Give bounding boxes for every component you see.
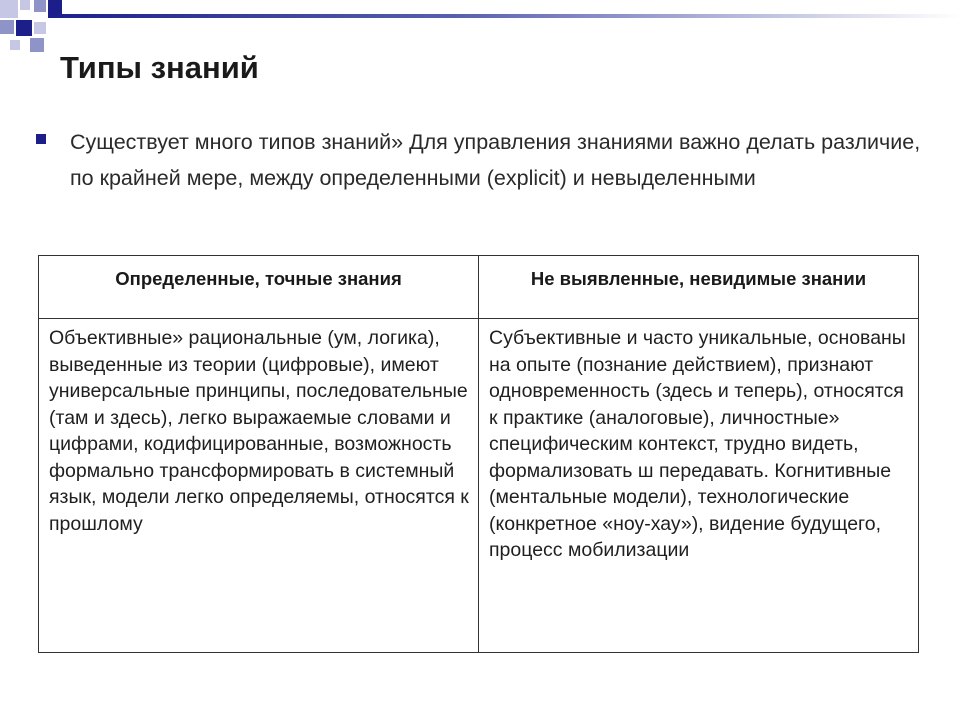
cell-tacit-description: Субъективные и часто уникальные, основаны на опыте (познание действием), признают одновременность (здесь и теперь), относятся к практике (аналоговые), личностные» специфическим контекст, трудно видеть, формализовать ш передавать. Когнитивные (ментальные модели), технологические (конкретное «ноу-хау»), видение будущего, процесс мобилизации	[479, 319, 919, 653]
deco-square-2	[20, 0, 30, 10]
page-title: Типы знаний	[60, 50, 259, 85]
deco-bar	[48, 14, 960, 18]
header-explicit-knowledge: Определенные, точные знания	[39, 256, 479, 319]
deco-square-6	[16, 20, 32, 36]
cell-explicit-description: Объективные» рациональные (ум, логика), выведенные из теории (цифровые), имеют универсальные принципы, последовательные (там и здесь), легко выражаемые словами и цифрами, кодифицированные, возможность формально трансформировать в системный язык, модели легко определяемы, относятся к прошлому	[39, 319, 479, 653]
deco-square-5	[0, 20, 14, 34]
square-bullet-icon	[36, 134, 46, 144]
table-row	[39, 319, 919, 653]
deco-square-4	[48, 0, 62, 14]
header-tacit-knowledge: Не выявленные, невидимые знании	[479, 256, 919, 319]
deco-square-3	[34, 0, 46, 12]
table-header-row	[39, 256, 919, 319]
deco-square-9	[10, 40, 20, 50]
deco-square-1	[0, 0, 18, 18]
deco-square-7	[34, 22, 46, 34]
knowledge-types-table	[38, 255, 919, 653]
bullet-text: Существует много типов знаний» Для управления знаниями важно делать различие, по крайней мере, между определенными (explicit) и невыделенными	[70, 130, 921, 190]
deco-square-8	[30, 38, 44, 52]
